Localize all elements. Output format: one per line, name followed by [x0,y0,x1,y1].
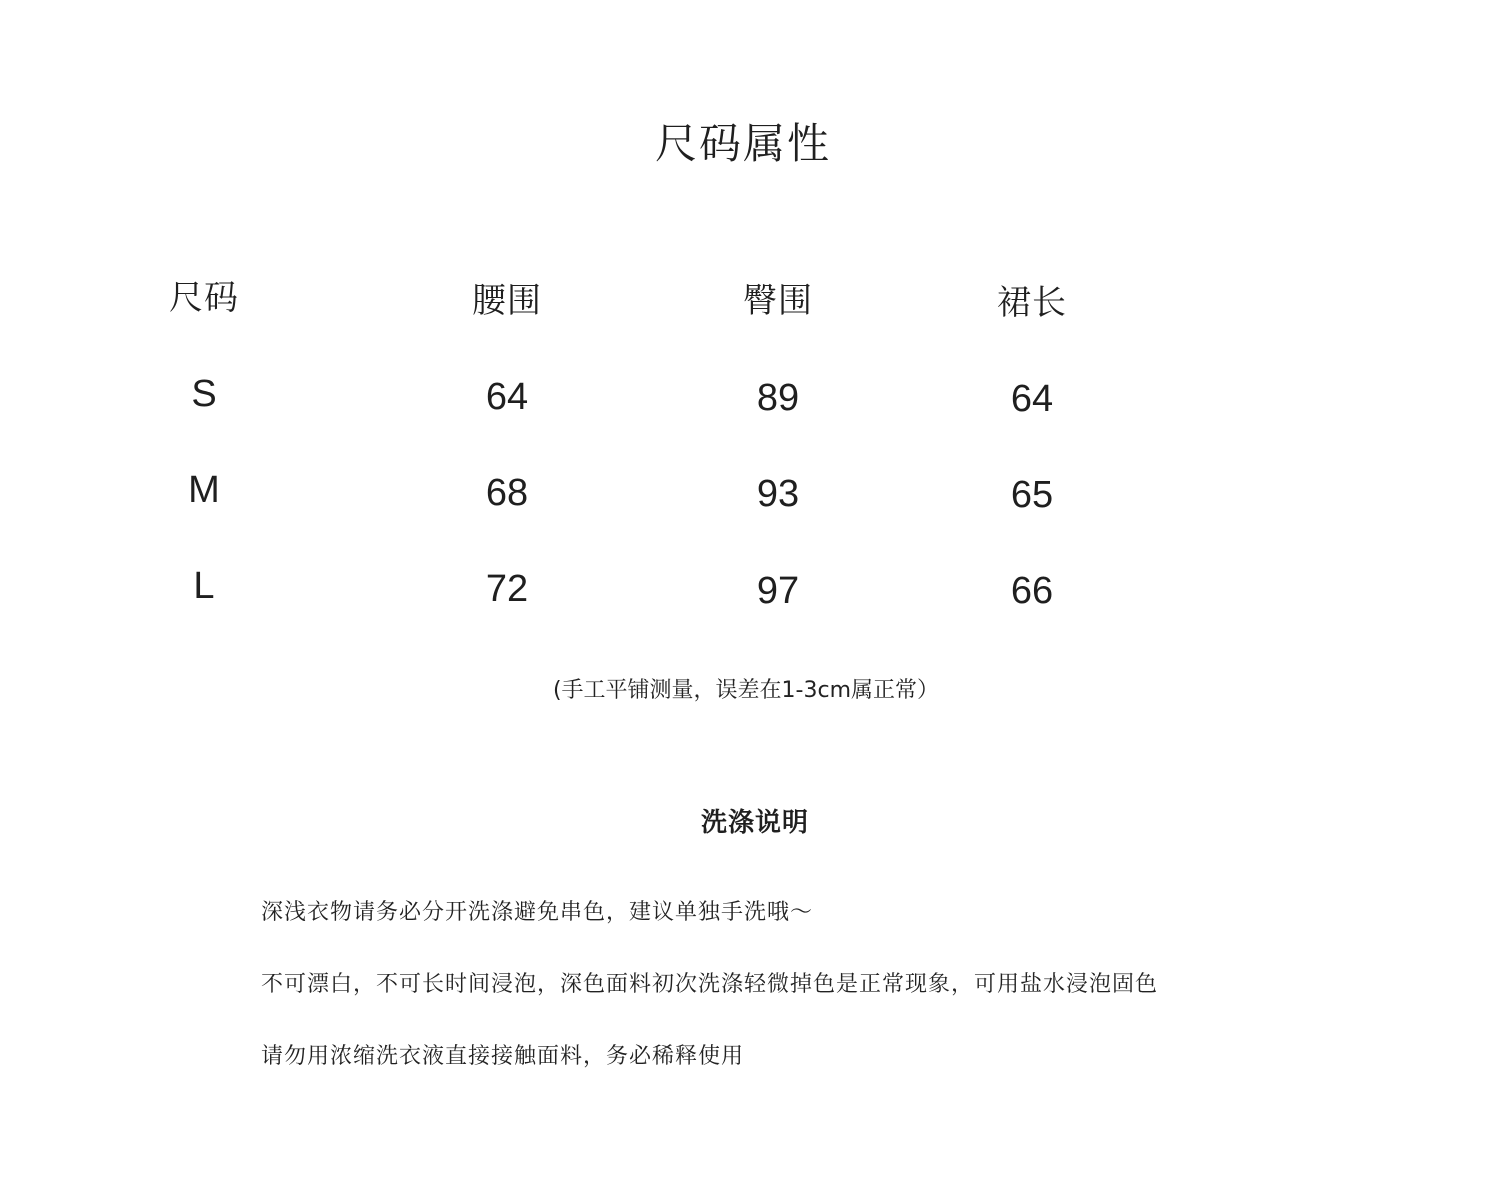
row-l-hip: 97 [756,570,800,612]
row-m-waist: 68 [485,472,529,514]
row-l-length: 66 [1010,570,1054,612]
header-size: 尺码 [169,278,239,318]
row-s-size: S [191,373,217,415]
page-title: 尺码属性 [654,119,831,168]
header-waist: 腰围 [472,281,542,321]
header-length: 裙长 [997,283,1067,323]
wash-line: 深浅衣物请务必分开洗涤避免串色，建议单独手洗哦～ [261,900,814,925]
row-m-hip: 93 [756,473,800,515]
row-m-length: 65 [1010,474,1054,516]
row-l-size: L [193,565,215,607]
row-s-hip: 89 [756,377,800,419]
measurement-note: (手工平铺测量，误差在1-3cm属正常） [552,678,940,703]
row-s-length: 64 [1010,378,1054,420]
wash-title: 洗涤说明 [700,808,809,838]
wash-instructions [261,898,1158,1114]
row-s-waist: 64 [485,376,529,418]
row-l-waist: 72 [485,568,529,610]
wash-line: 不可漂白，不可长时间浸泡，深色面料初次洗涤轻微掉色是正常现象，可用盐水浸泡固色 [261,972,1159,997]
row-m-size: M [188,469,220,511]
header-hip: 臀围 [743,281,813,321]
wash-line: 请勿用浓缩洗衣液直接接触面料，务必稀释使用 [261,1044,745,1069]
